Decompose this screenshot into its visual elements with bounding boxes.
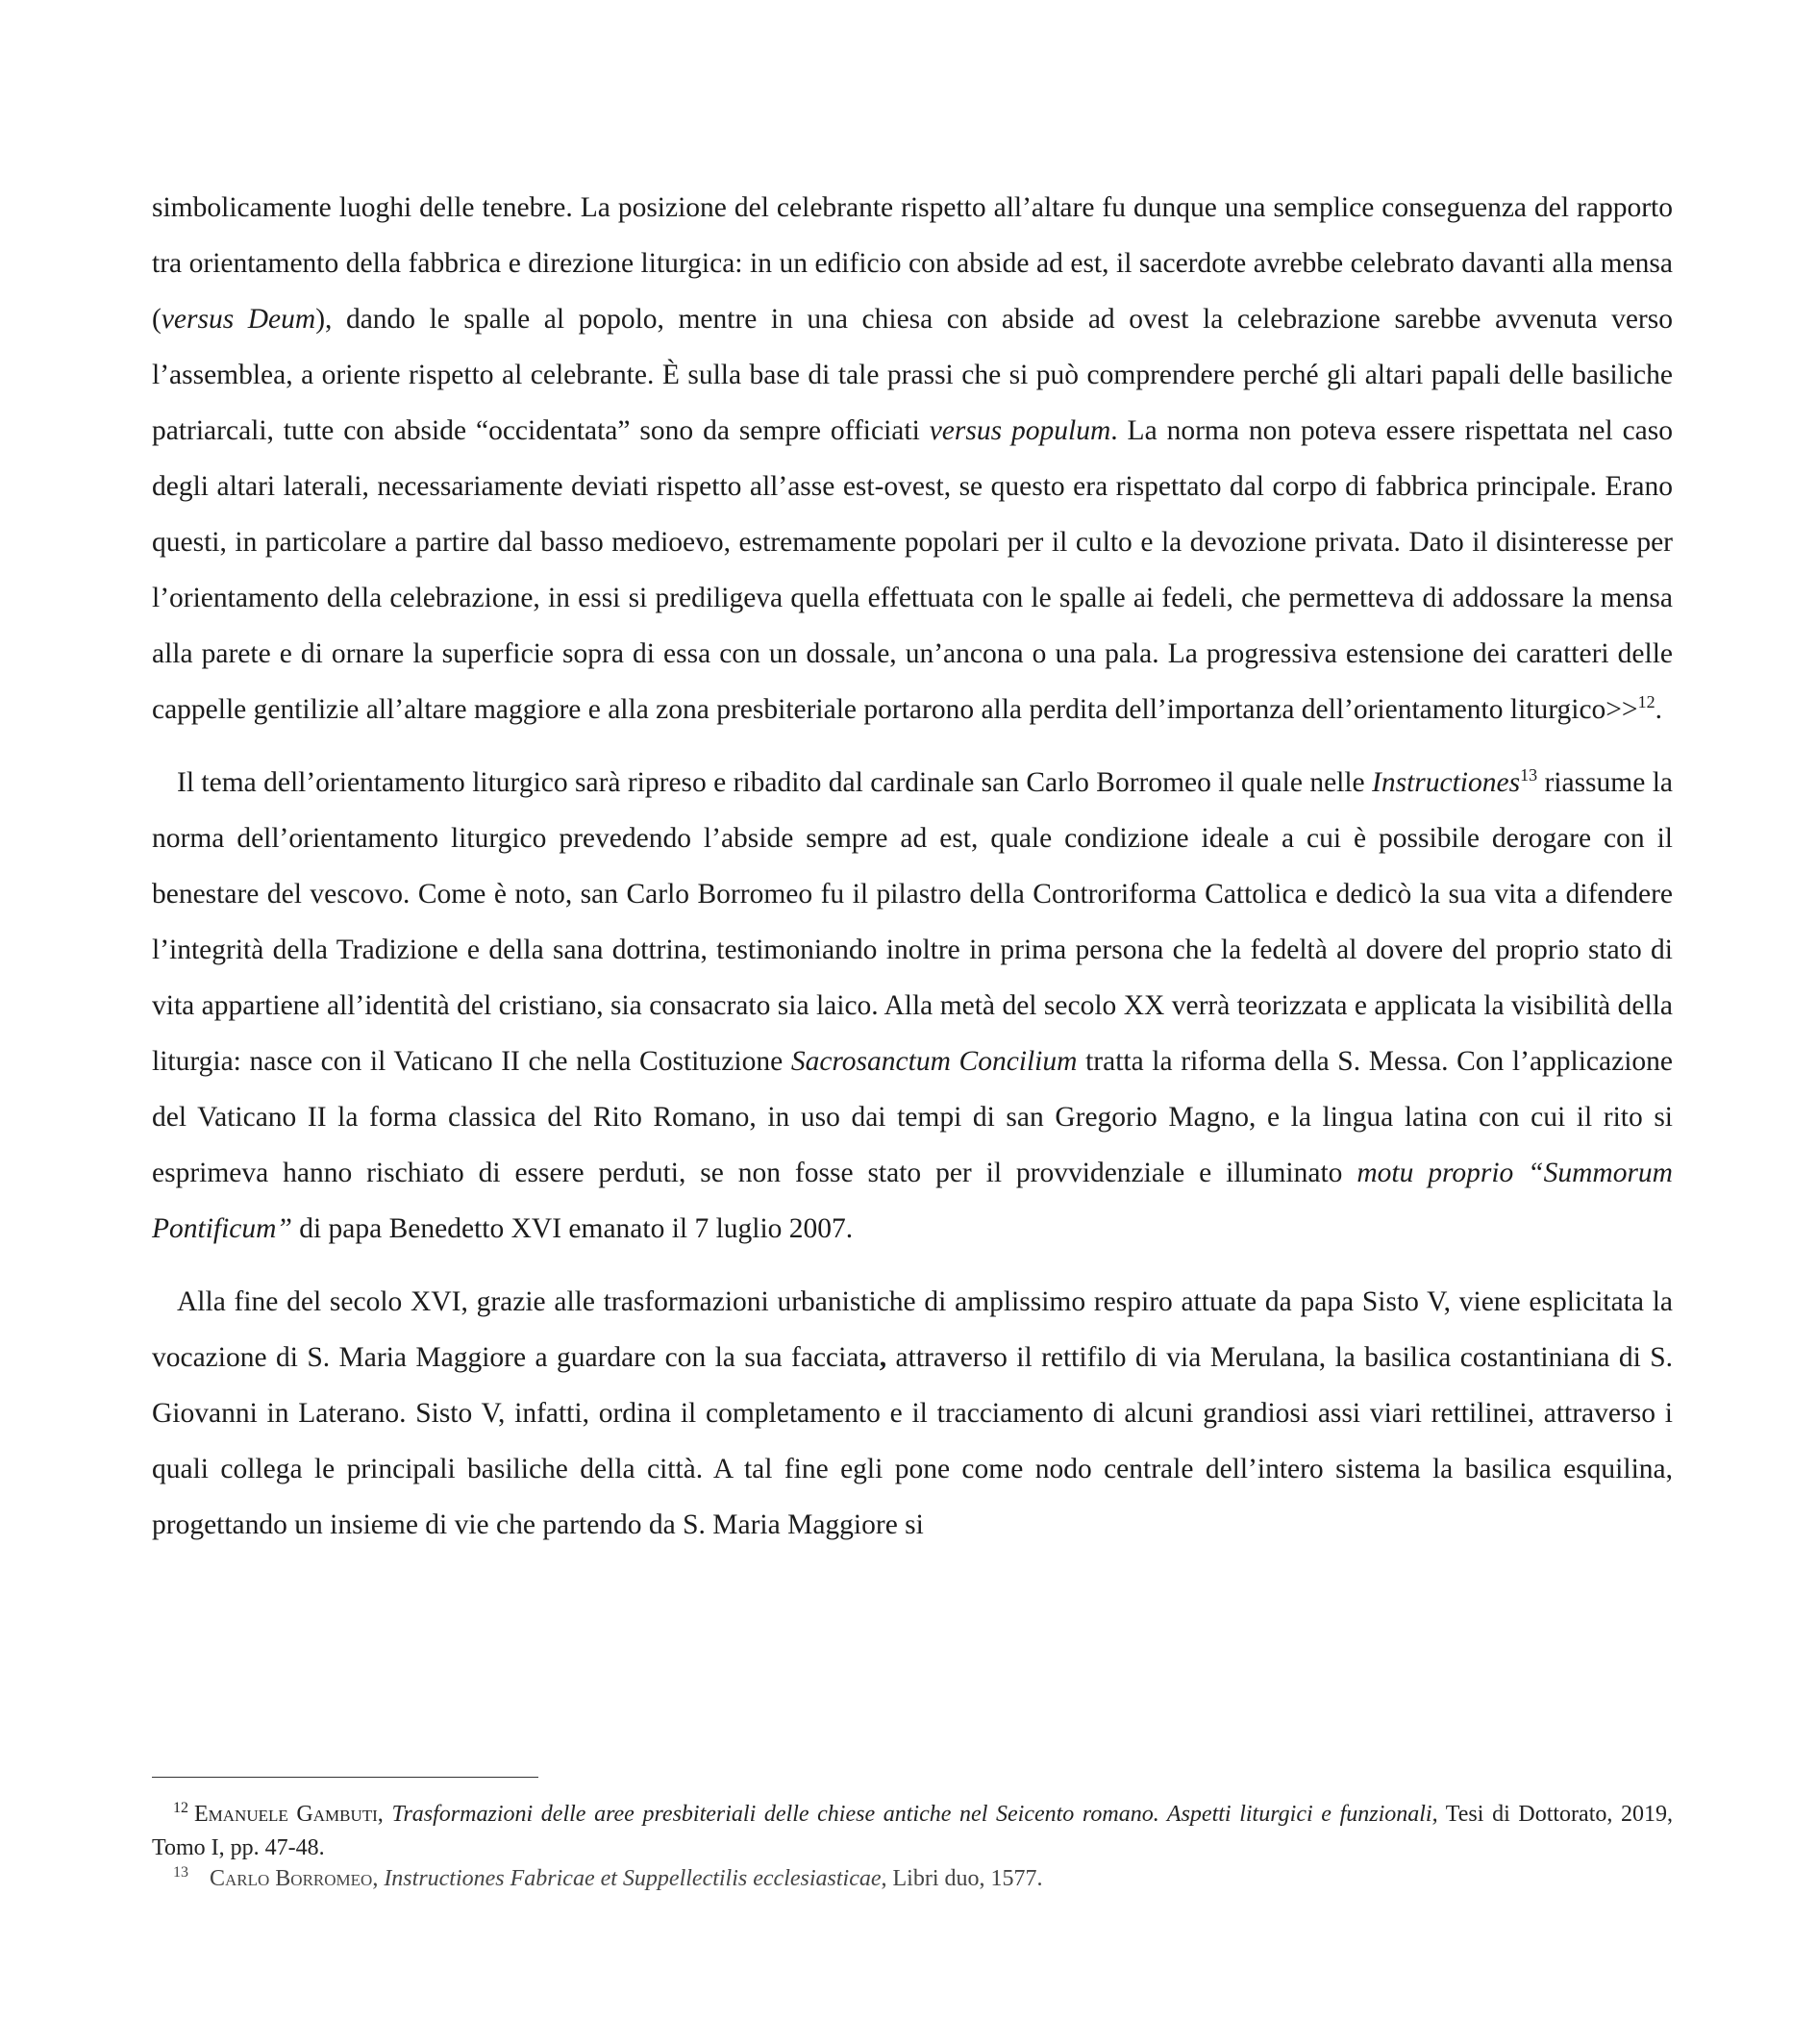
text-run: , Libri duo, 1577. bbox=[881, 1866, 1043, 1891]
text-run: Il tema dell’orientamento liturgico sarà ripreso e ribadito dal cardinale san Carlo Borromeo il quale nelle bbox=[177, 767, 1373, 798]
footnote-separator bbox=[152, 1777, 538, 1778]
text-run: simbolicamente luoghi delle tenebre. La posizione del celebrante rispetto all’altare fu dunque una semplice conseguenza del rapporto tra orientamento della fabbrica e direzione liturgica: in un edificio con abside ad est, il sacerdote avrebbe celebrato davanti alla mensa ( bbox=[152, 192, 1673, 335]
text-run: Tesi di Dottorato, 2019, Tomo I, pp. 47-48. bbox=[152, 1802, 1674, 1860]
text-run: di papa Benedetto XVI emanato il 7 luglio 2007. bbox=[291, 1213, 854, 1244]
text-run: Alla fine del secolo XVI, grazie alle trasformazioni urbanistiche di amplissimo respiro attuate da papa Sisto V, viene esplicitata la vocazione di S. Maria Maggiore a guardare con la sua facciata bbox=[152, 1286, 1673, 1373]
text-run: . bbox=[1655, 694, 1662, 725]
text-run: , bbox=[377, 1802, 392, 1827]
italic-run: versus populum bbox=[929, 415, 1111, 446]
footnote-ref-12[interactable]: 12 bbox=[1637, 692, 1655, 711]
italic-run: motu proprio “Summorum Pontificum” bbox=[152, 1158, 1673, 1244]
paragraph-3 bbox=[152, 1274, 1673, 1553]
footnote-author: Carlo Borromeo bbox=[210, 1866, 373, 1891]
footnote-number: 13 bbox=[173, 1864, 188, 1881]
footnote-12 bbox=[152, 1799, 1673, 1863]
text-run: . La norma non poteva essere rispettata nel caso degli altari laterali, necessariamente deviati rispetto all’asse est-ovest, se questo era rispettato dal corpo di fabbrica principale. Erano questi, in particolare a partire dal basso medioevo, estremamente popolari per il culto e la devozione privata. Dato il disinteresse per l’orientamento della celebrazione, in essi si prediligeva quella effettuata con le spalle ai fedeli, che permetteva di addossare la mensa alla parete e di ornare la superficie sopra di essa con un dossale, un’ancona o una pala. La progressiva estensione dei caratteri delle cappelle gentilizie all’altare maggiore e alla zona presbiteriale portarono alla perdita dell’importanza dell’orientamento liturgico>> bbox=[152, 415, 1674, 725]
italic-run: Instructiones bbox=[1372, 767, 1521, 798]
footnote-ref-13[interactable]: 13 bbox=[1520, 765, 1538, 785]
text-run: riassume la norma dell’orientamento liturgico prevedendo l’abside sempre ad est, quale condizione ideale a cui è possibile derogare con il benestare del vescovo. Come è noto, san Carlo Borromeo fu il pilastro della Controriforma Cattolica e dedicò la sua vita a difendere l’integrità della Tradizione e della sana dottrina, testimoniando inoltre in prima persona che la fedeltà al dovere del proprio stato di vita appartiene all’identità del cristiano, sia consacrato sia laico. Alla metà del secolo XX verrà teorizzata e applicata la visibilità della liturgia: nasce con il Vaticano II che nella Costituzione bbox=[152, 767, 1673, 1077]
footnotes-section bbox=[152, 1777, 1673, 1897]
paragraph-1 bbox=[152, 180, 1673, 737]
document-body bbox=[152, 180, 1673, 1553]
italic-run: Sacrosanctum Concilium bbox=[790, 1046, 1078, 1077]
italic-run: versus Deum bbox=[161, 304, 316, 335]
bold-comma: , bbox=[879, 1342, 887, 1373]
text-run: tratta la riforma della S. Messa. Con l’applicazione del Vaticano II la forma classica del Rito Romano, in uso dai tempi di san Gregorio Magno, e la lingua latina con cui il rito si esprimeva hanno rischiato di essere perduti, se non fosse stato per il provvidenziale e illuminato bbox=[152, 1046, 1674, 1188]
text-run: attraverso il rettifilo di via Merulana, la basilica costantiniana di S. Giovanni in Laterano. Sisto V, infatti, ordina il completamento e il tracciamento di alcuni grandiosi assi viari rettilinei, attraverso i quali collega le principali basiliche della città. A tal fine egli pone come nodo centrale dell’intero sistema la basilica esquilina, progettando un insieme di vie che partendo da S. Maria Maggiore si bbox=[152, 1342, 1674, 1540]
paragraph-2 bbox=[152, 755, 1673, 1257]
text-run: , bbox=[372, 1866, 385, 1891]
footnote-title: Instructiones Fabricae et Suppellectilis ecclesiasticae bbox=[384, 1866, 882, 1891]
footnote-13 bbox=[152, 1863, 1673, 1897]
footnote-author: Emanuele Gambuti bbox=[194, 1802, 378, 1827]
text-run: ), dando le spalle al popolo, mentre in una chiesa con abside ad ovest la celebrazione sarebbe avvenuta verso l’assemblea, a oriente rispetto al celebrante. È sulla base di tale prassi che si può comprendere perché gli altari papali delle basiliche patriarcali, tutte con abside “occidentata” sono da sempre officiati bbox=[152, 304, 1673, 446]
footnote-number: 12 bbox=[173, 1800, 188, 1816]
footnote-title: Trasformazioni delle aree presbiteriali delle chiese antiche nel Seicento romano. Aspetti liturgici e funzionali, bbox=[391, 1802, 1438, 1827]
